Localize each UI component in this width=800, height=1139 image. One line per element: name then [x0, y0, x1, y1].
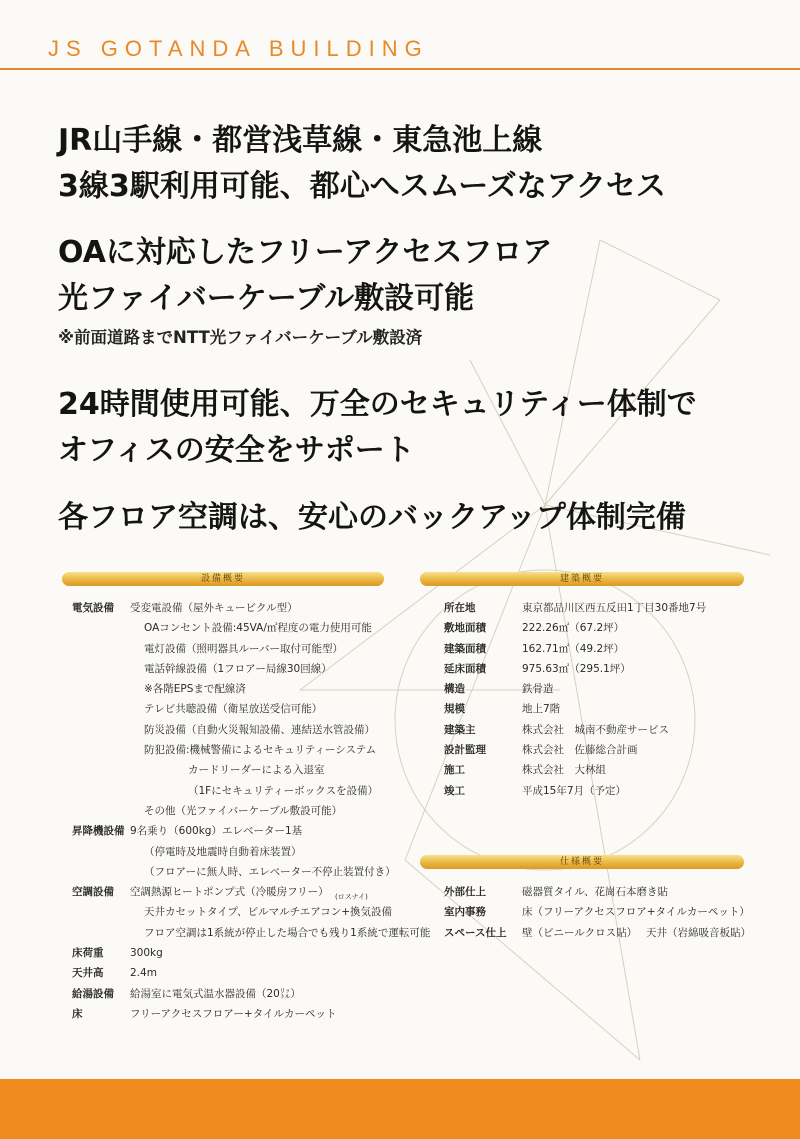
equipment-row-value: 防犯設備:機械警備によるセキュリティーシステム: [144, 744, 377, 757]
building-row: [444, 760, 764, 780]
building-row: [444, 598, 764, 618]
headline-line: 各フロア空調は、安心のバックアップ体制完備: [58, 500, 686, 535]
building-row-value: 222.26㎡（67.2坪）: [522, 622, 625, 635]
footer-band: [0, 1079, 800, 1139]
finishes-row: [444, 902, 774, 922]
equipment-row-value: 電話幹線設備（1フロアー局線30回線）: [144, 662, 332, 675]
equipment-row-label: 天井高: [72, 967, 104, 980]
equipment-row: [72, 943, 412, 963]
headline-line: オフィスの安全をサポート: [58, 433, 415, 468]
headline-oa: [58, 230, 552, 322]
building-row-value: 975.63㎡（295.1坪）: [522, 662, 631, 675]
equipment-row-value: 給湯室に電気式温水器設備（20㍑）: [130, 987, 301, 1000]
equipment-row: [72, 781, 412, 801]
finishes-row-label: スペース仕上: [444, 926, 507, 939]
building-row-label: 建築面積: [444, 642, 486, 655]
equipment-row: [72, 893, 412, 922]
brand-title: JS GOTANDA BUILDING: [48, 36, 429, 61]
headline-aircon: [58, 495, 686, 541]
finishes-row-value: 壁（ビニールクロス貼）: [522, 926, 638, 939]
equipment-row-ruby: (ロスナイ): [335, 893, 368, 902]
equipment-row-value: 受変電設備（屋外キュービクル型）: [130, 602, 298, 614]
equipment-row-value: 9名乗り（600kg）エレベーター1基: [130, 825, 303, 838]
equipment-row-value: フリーアクセスフロアー+タイルカーペット: [130, 1007, 337, 1020]
building-row-label: 建築主: [444, 723, 476, 736]
equipment-row-value: 電灯設備（照明器具ルーバー取付可能型）: [144, 642, 343, 655]
building-row-value: 平成15年7月（予定）: [522, 784, 627, 797]
building-row-label: 所在地: [444, 602, 476, 614]
building-row-label: 施工: [444, 764, 465, 777]
equipment-row-value: （1Fにセキュリティーボックスを設備）: [188, 784, 379, 797]
equipment-row-label: 床: [72, 1007, 83, 1020]
equipment-row: [72, 821, 412, 841]
building-row-value: 地上7階: [522, 703, 561, 716]
building-row-label: 規模: [444, 703, 465, 716]
equipment-row-value: その他（光ファイバーケーブル敷設可能）: [144, 804, 343, 817]
equipment-row: [72, 618, 412, 638]
equipment-heading-bar: 設備概要: [62, 572, 384, 586]
equipment-row-value: 防災設備（自動火災報知設備、連結送水管設備）: [144, 723, 375, 736]
headline-line: 24時間使用可能、万全のセキュリティー体制で: [58, 387, 697, 422]
building-row-value: 東京都品川区西五反田1丁目30番地7号: [522, 602, 707, 614]
equipment-row-value: 天井カセットタイプ、ビルマルチエアコン+換気設備: [144, 906, 392, 919]
equipment-row: [72, 598, 412, 618]
finishes-heading-bar: 仕様概要: [420, 855, 744, 869]
headline-line: 光ファイバーケーブル敷設可能: [58, 281, 475, 316]
building-row: [444, 699, 764, 719]
equipment-row: [72, 923, 431, 943]
equipment-list: [72, 598, 431, 1024]
building-row: [444, 720, 764, 740]
equipment-row-label: 昇降機設備: [72, 825, 125, 838]
equipment-row: [72, 963, 412, 983]
equipment-row: [72, 842, 412, 862]
building-row-label: 設計監理: [444, 744, 486, 757]
building-row-value: 株式会社 城南不動産サービス: [522, 723, 669, 736]
building-row-value: 162.71㎡（49.2坪）: [522, 642, 625, 655]
building-row: [444, 679, 764, 699]
equipment-row-label: 空調設備: [72, 886, 114, 899]
equipment-row: [72, 760, 412, 780]
headline-line: 3線3駅利用可能、都心へスムーズなアクセス: [58, 169, 666, 204]
equipment-row-value: カードリーダーによる入退室: [188, 764, 325, 777]
equipment-row: [72, 862, 412, 882]
equipment-row: [72, 720, 412, 740]
equipment-row-value: 2.4m: [130, 967, 157, 980]
headline-access: [58, 118, 666, 210]
finishes-row: [444, 923, 774, 943]
building-heading-bar: 建築概要: [420, 572, 744, 586]
building-row-value: 株式会社 佐藤総合計画: [522, 744, 638, 757]
finishes-row: [444, 882, 774, 902]
building-row-label: 構造: [444, 683, 465, 696]
finishes-row-value: 磁器質タイル、花崗石本磨き貼: [522, 886, 668, 898]
building-row: [444, 781, 764, 801]
equipment-row-value: テレビ共聴設備（衛星放送受信可能）: [144, 703, 323, 716]
equipment-row-value: フロア空調は1系統が停止した場合でも残り1系統で運転可能: [144, 926, 431, 939]
headline-line: JR山手線・都営浅草線・東急池上線: [58, 123, 543, 158]
equipment-row: [72, 659, 412, 679]
building-row: [444, 618, 764, 638]
equipment-row: [72, 740, 412, 760]
equipment-row: [72, 1004, 412, 1024]
headline-line: OAに対応したフリーアクセスフロア: [58, 235, 553, 270]
equipment-row-label: 電気設備: [72, 602, 114, 614]
equipment-row: [72, 699, 412, 719]
equipment-row-value: OAコンセント設備:45VA/㎡程度の電力使用可能: [144, 622, 372, 635]
headline-security: [58, 382, 697, 474]
building-row-label: 延床面積: [444, 662, 486, 675]
building-row: [444, 639, 764, 659]
building-row-label: 敷地面積: [444, 622, 486, 635]
equipment-row-value: ※各階EPSまで配線済: [144, 683, 246, 696]
building-row-value: 株式会社 大林組: [522, 764, 606, 777]
building-list: [444, 598, 764, 801]
equipment-row-value: （停電時及地震時自動着床装置）: [144, 845, 302, 858]
building-row: [444, 659, 764, 679]
equipment-row-label: 給湯設備: [72, 987, 114, 1000]
building-row-label: 竣工: [444, 784, 465, 797]
equipment-row-value: （フロアーに無人時、エレベーター不停止装置付き）: [144, 865, 396, 878]
equipment-row: [72, 639, 412, 659]
finishes-row-value: 床（フリーアクセスフロア+タイルカーペット）: [522, 906, 750, 919]
building-row-value: 鉄骨造: [522, 683, 554, 696]
building-row: [444, 740, 764, 760]
equipment-row-label: 床荷重: [72, 947, 104, 960]
headline-oa-note: ※前面道路までNTT光ファイバーケーブル敷設済: [58, 328, 423, 347]
equipment-row: [72, 801, 412, 821]
finishes-row-extra: 天井（岩綿吸音板貼）: [646, 926, 751, 939]
finishes-row-label: 外部仕上: [444, 886, 486, 898]
equipment-row-value: 空調熱源ヒートポンプ式（冷暖房フリー）: [130, 886, 329, 899]
equipment-row-value: 300kg: [130, 947, 163, 960]
finishes-list: [444, 882, 774, 943]
equipment-row: [72, 679, 412, 699]
equipment-row: [72, 984, 412, 1004]
finishes-row-label: 室内事務: [444, 906, 486, 919]
